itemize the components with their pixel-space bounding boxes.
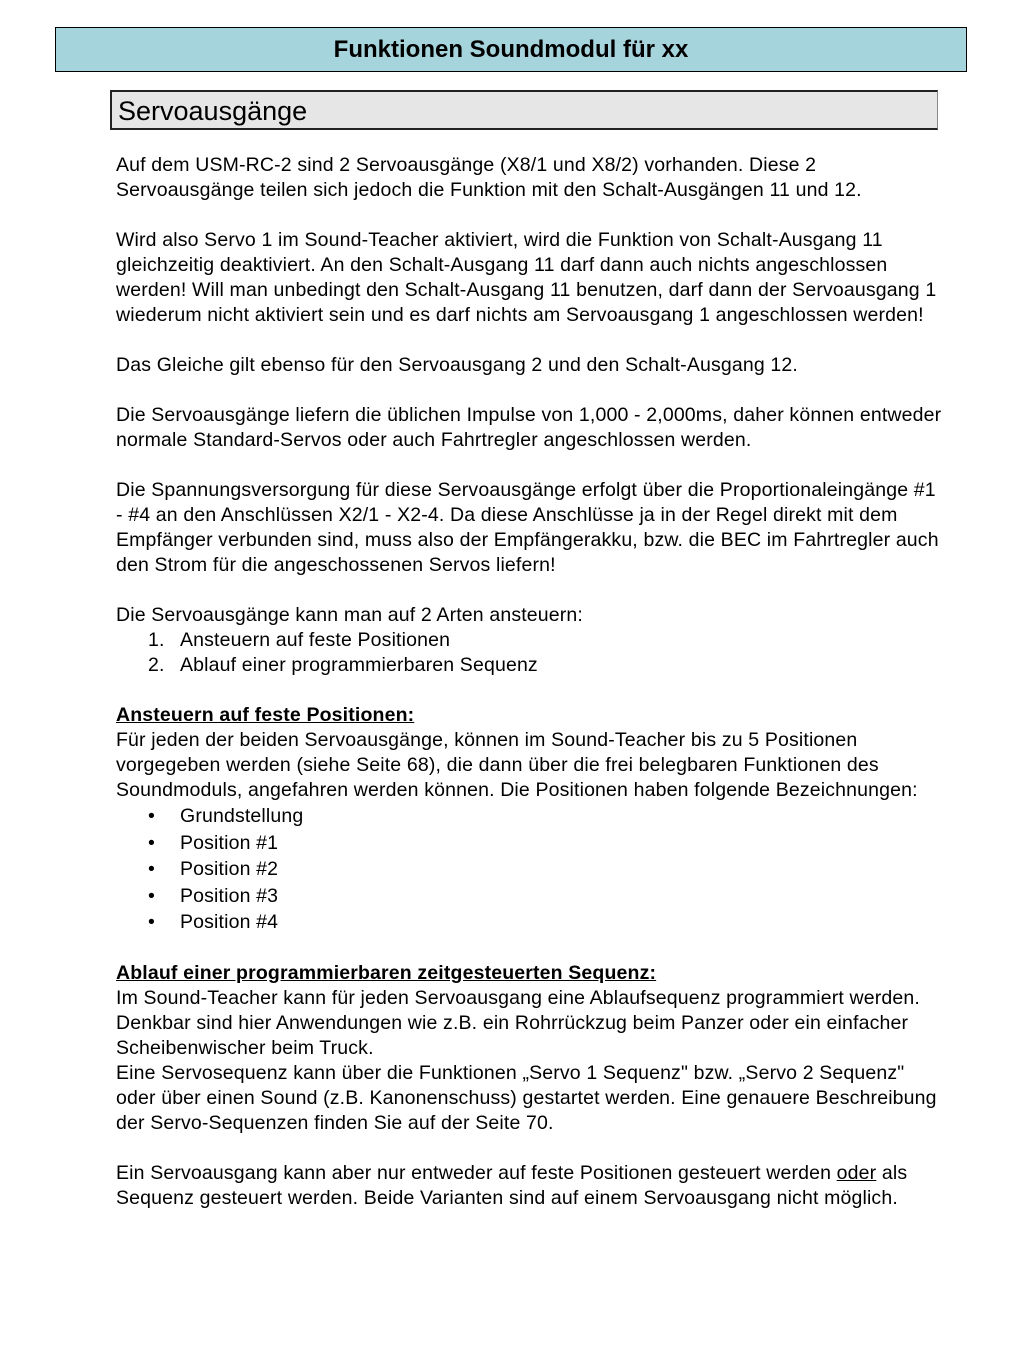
bullet-icon: • bbox=[148, 831, 155, 854]
list-item bbox=[116, 856, 946, 883]
paragraph-servo-outputs: Auf dem USM-RC-2 sind 2 Servoausgänge (X8/1 und X8/2) vorhanden. Diese 2 Servoausgänge teilen sich jedoch die Funktion mit den Schalt-Ausgängen 11 und 12. bbox=[116, 154, 862, 201]
heading-sequence: Ablauf einer programmierbaren zeitgesteuerten Sequenz: bbox=[116, 961, 657, 984]
exclusive-note-end: als Sequenz gesteuert werden. Beide Varianten sind auf einem Servoausgang nicht möglich. bbox=[116, 1161, 908, 1209]
heading-fixed-positions: Ansteuern auf feste Positionen: bbox=[116, 704, 415, 726]
paragraph-control-modes: Die Servoausgänge kann man auf 2 Arten ansteuern: bbox=[116, 604, 583, 626]
list-item bbox=[116, 883, 946, 910]
list-item bbox=[116, 909, 946, 936]
exclusive-note-start: Ein Servoausgang kann aber nur entweder auf feste Positionen gesteuert werden bbox=[116, 1161, 837, 1184]
section-title: Servoausgänge bbox=[110, 90, 938, 130]
paragraph-sequence-start: Eine Servosequenz kann über die Funktionen „Servo 1 Sequenz" bzw. „Servo 2 Sequenz" oder über einen Sound (z.B. Kanonenschuss) gestartet werden. Eine genauere Beschreibung der Servo-Sequenzen finden Sie auf der Seite 70. bbox=[116, 1061, 937, 1134]
bullet-icon: • bbox=[148, 884, 155, 907]
list-item-text: Position #3 bbox=[180, 884, 279, 907]
list-item-text: Grundstellung bbox=[180, 805, 304, 827]
paragraph-exclusive-note bbox=[116, 1161, 946, 1211]
list-item-text: Position #4 bbox=[180, 911, 279, 933]
bullet-icon: • bbox=[148, 805, 155, 827]
page-title-text: Funktionen Soundmodul für xx bbox=[333, 35, 689, 63]
list-item-text: Position #1 bbox=[180, 831, 279, 854]
list-item-text: Ablauf einer programmierbaren Sequenz bbox=[180, 654, 538, 676]
control-modes-list bbox=[116, 628, 946, 678]
exclusive-note-underlined: oder bbox=[836, 1161, 877, 1184]
list-item-text: Position #2 bbox=[180, 858, 279, 880]
list-item bbox=[116, 653, 946, 678]
list-item-number: 2. bbox=[148, 654, 165, 676]
paragraph-power-supply: Die Spannungsversorgung für diese Servoausgänge erfolgt über die Proportionaleingänge #1 - #4 an den Anschlüssen X2/1 - X2-4. Da diese Anschlüsse ja in der Regel direkt mit dem Empfänger verbunden sind, muss also der Empfängerakku, bzw. die BEC im Fahrtregler auch den Strom für die angeschossenen Servos liefern! bbox=[116, 479, 939, 576]
paragraph-sequence-programming: Im Sound-Teacher kann für jeden Servoausgang eine Ablaufsequenz programmiert werden. Denkbar sind hier Anwendungen wie z.B. ein Rohrrückzug beim Panzer oder ein einfacher Scheibenwischer beim Truck. bbox=[116, 986, 920, 1059]
list-item-text: Ansteuern auf feste Positionen bbox=[180, 629, 451, 651]
bullet-icon: • bbox=[148, 911, 155, 933]
list-item bbox=[116, 830, 946, 857]
document-body bbox=[116, 153, 946, 1236]
list-item bbox=[116, 803, 946, 830]
list-item bbox=[116, 628, 946, 653]
positions-list bbox=[116, 803, 946, 936]
paragraph-servo2-note: Das Gleiche gilt ebenso für den Servoausgang 2 und den Schalt-Ausgang 12. bbox=[116, 354, 798, 376]
list-item-number: 1. bbox=[148, 629, 165, 651]
bullet-icon: • bbox=[148, 858, 155, 880]
paragraph-fixed-positions: Für jeden der beiden Servoausgänge, können im Sound-Teacher bis zu 5 Positionen vorgegeben werden (siehe Seite 68), die dann über die frei belegbaren Funktionen des Soundmoduls, angefahren werden können. Die Positionen haben folgende Bezeichnungen: bbox=[116, 729, 918, 801]
page-title bbox=[55, 27, 967, 72]
paragraph-impulses: Die Servoausgänge liefern die üblichen Impulse von 1,000 - 2,000ms, daher können entweder normale Standard-Servos oder auch Fahrtregler angeschlossen werden. bbox=[116, 404, 942, 451]
paragraph-servo1-activation: Wird also Servo 1 im Sound-Teacher aktiviert, wird die Funktion von Schalt-Ausgang 11 gleichzeitig deaktiviert. An den Schalt-Ausgang 11 darf dann auch nichts angeschlossen werden! Will man unbedingt den Schalt-Ausgang 11 benutzen, darf dann der Servoausgang 1 wiederum nicht aktiviert sein und es darf nichts am Servoausgang 1 angeschlossen werden! bbox=[116, 229, 937, 326]
